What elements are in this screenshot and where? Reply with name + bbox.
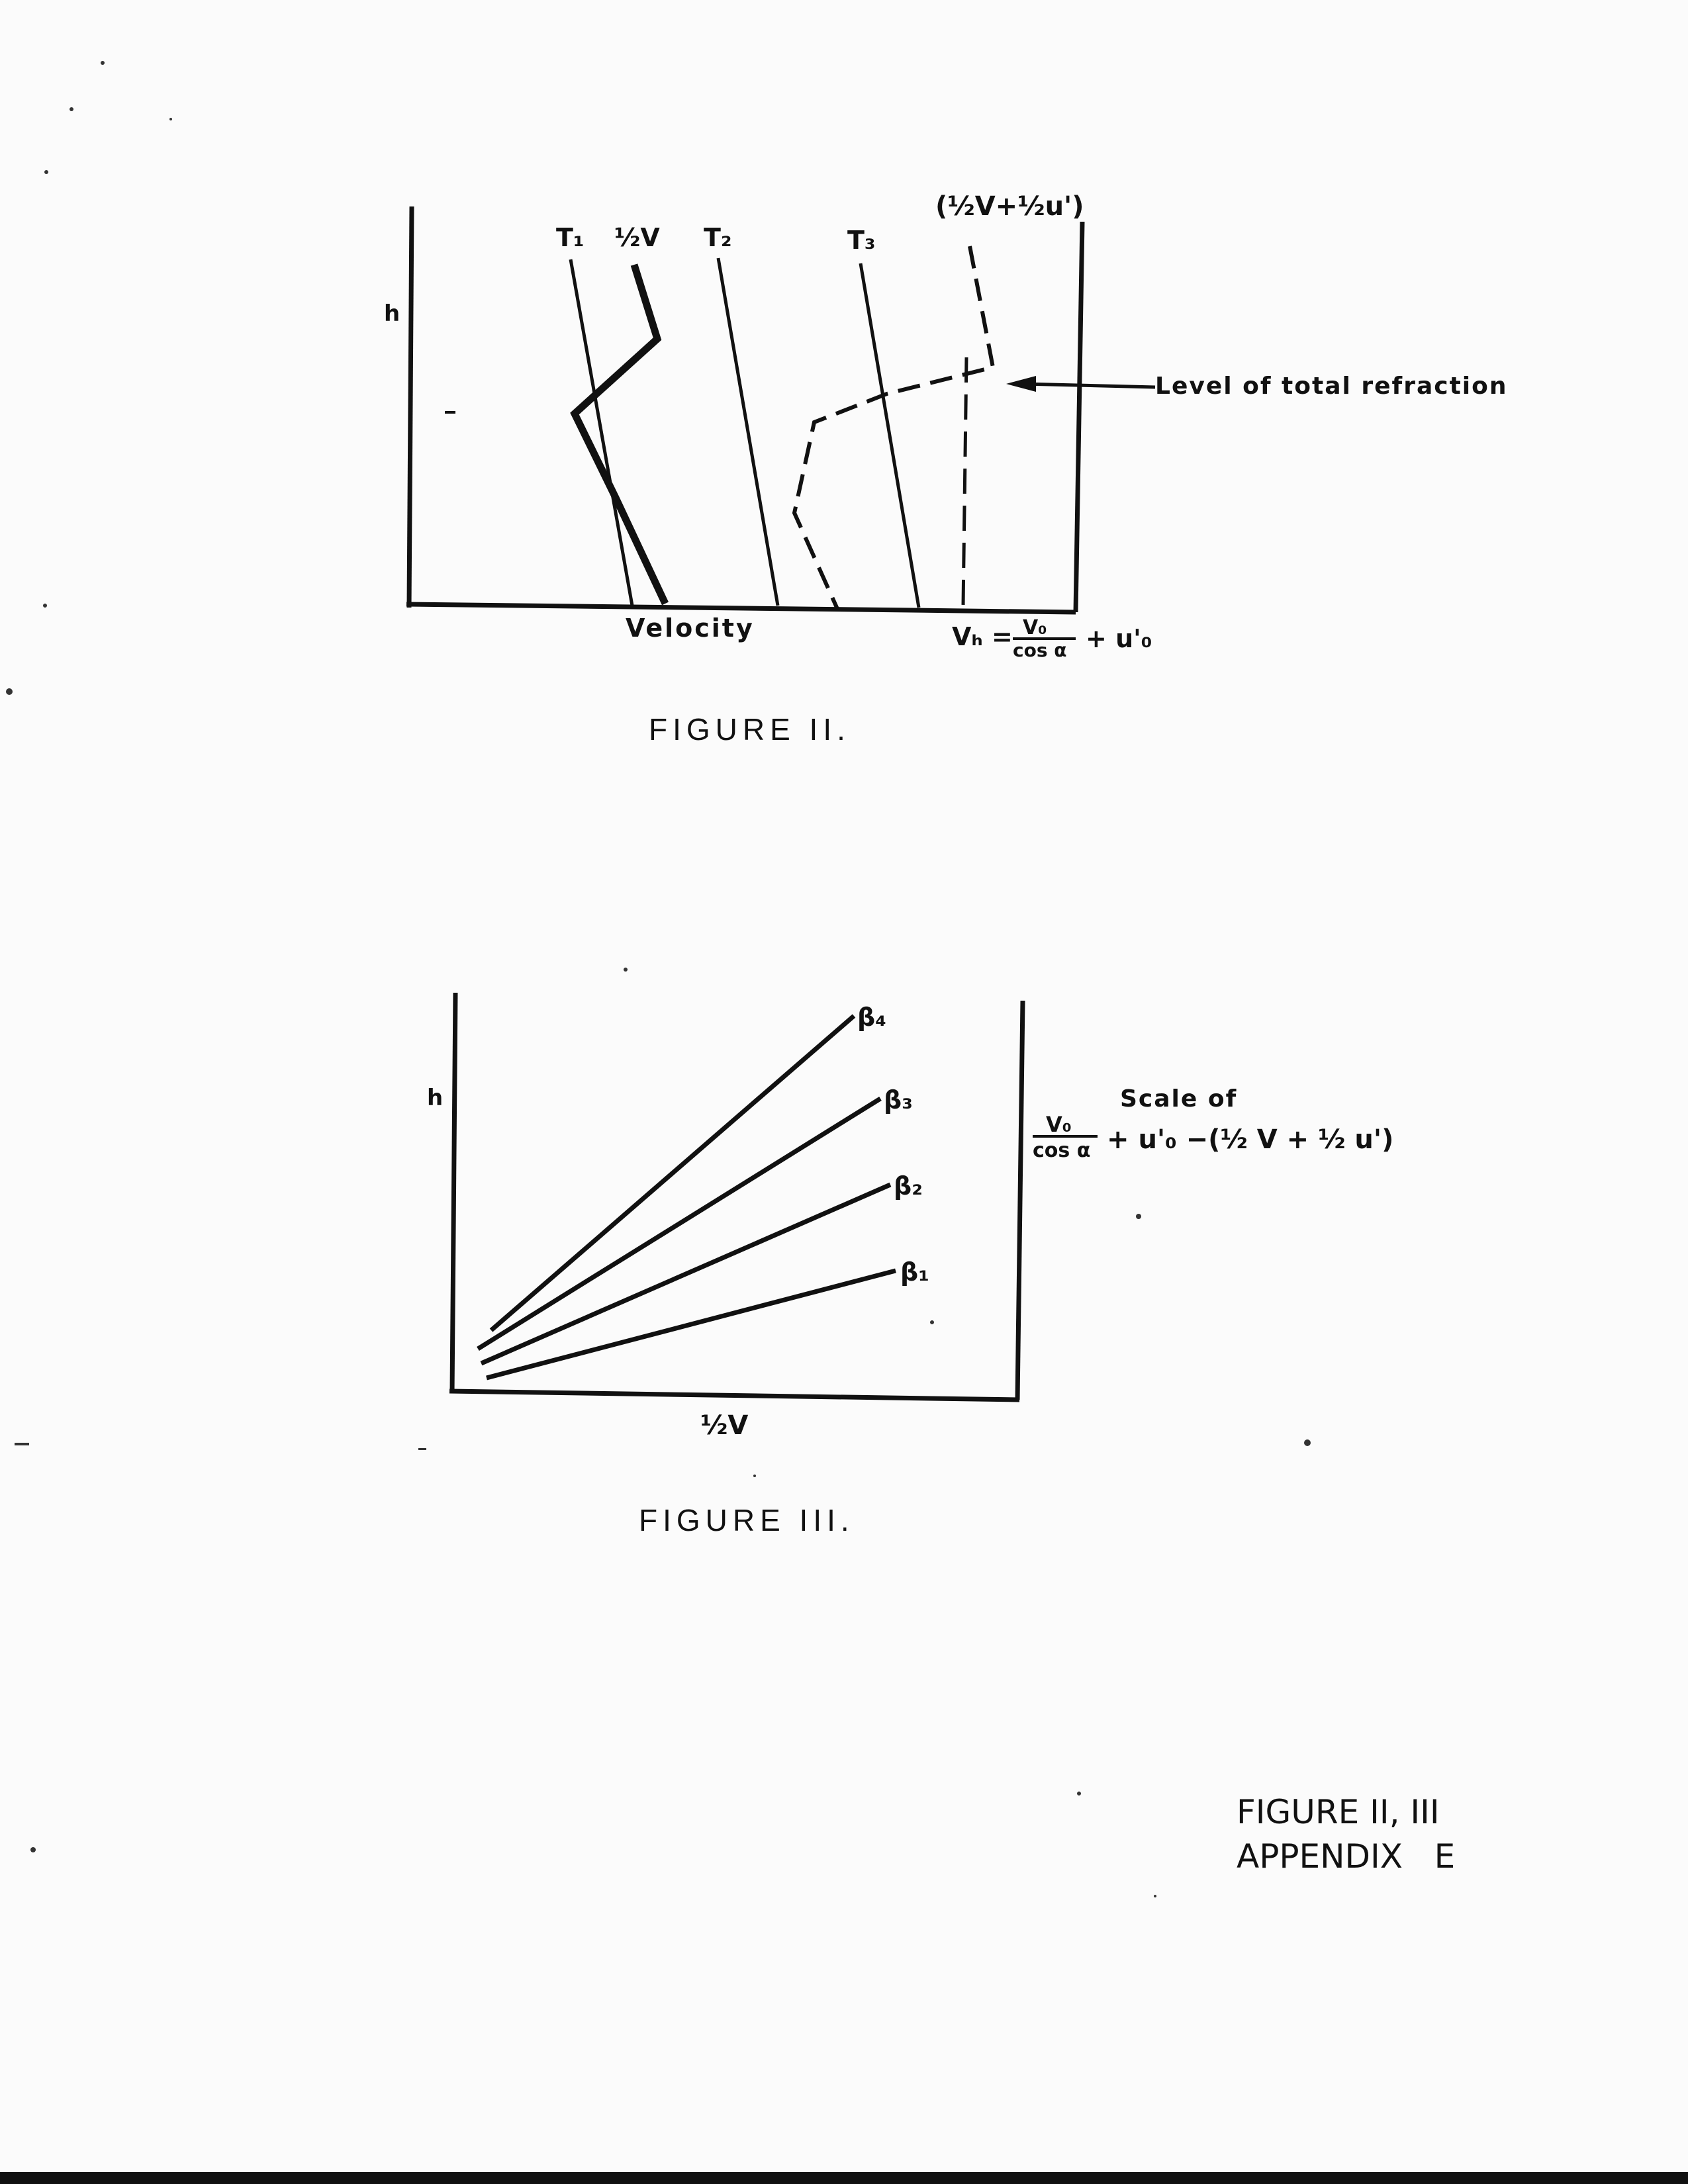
scale-formula [1033, 1085, 1393, 1162]
footer-appendix: APPENDIX E [1237, 1837, 1456, 1876]
scale-title: Scale of [1120, 1085, 1238, 1113]
vh-formula [952, 616, 1152, 661]
t1-label: T₁ [556, 223, 585, 252]
beta1-line [487, 1271, 896, 1378]
fig3-y-axis [452, 993, 455, 1393]
vh-formula-denominator: cos α [1013, 639, 1067, 661]
figure-2 [384, 191, 1507, 747]
fig2-x-label: Velocity [626, 614, 755, 643]
beta1-label: β₁ [900, 1257, 929, 1287]
fig2-y-axis [409, 206, 412, 608]
combined-label: (½V+½u') [935, 191, 1084, 222]
vh-line [963, 357, 966, 606]
vh-formula-lhs: Vₕ = [952, 622, 1013, 651]
beta4-line [491, 1016, 854, 1330]
fig2-caption: FIGURE II. [649, 712, 851, 747]
t3-label: T₃ [847, 226, 876, 255]
figure-3 [427, 993, 1393, 1537]
fig3-caption: FIGURE III. [639, 1503, 855, 1537]
half-v-curve [575, 265, 665, 604]
fig3-y-label: h [427, 1085, 444, 1111]
refraction-arrowhead [1006, 376, 1036, 392]
appendix-footer [1237, 1793, 1455, 1876]
refraction-annotation: Level of total refraction [1155, 373, 1508, 400]
fig2-x-axis [406, 604, 1076, 612]
half-v-label: ½V [614, 223, 660, 252]
beta2-line [481, 1185, 890, 1363]
vh-formula-tail: + u'₀ [1086, 624, 1152, 653]
fig3-x-label: ½V [700, 1410, 749, 1441]
fig2-y-label: h [384, 300, 400, 327]
t2-label: T₂ [704, 223, 732, 252]
t2-line [718, 258, 778, 606]
scale-denominator: cos α [1033, 1139, 1091, 1162]
beta3-line [478, 1099, 880, 1349]
scan-bottom-border [0, 2172, 1688, 2184]
refraction-arrow [1023, 384, 1155, 387]
t3-line [861, 263, 919, 608]
scale-numerator: V₀ [1046, 1112, 1072, 1137]
fig3-right-border [1017, 1001, 1023, 1400]
vh-formula-numerator: V₀ [1023, 616, 1047, 639]
beta4-label: β₄ [857, 1003, 886, 1032]
fig3-x-axis [449, 1391, 1019, 1400]
fig2-right-border [1076, 222, 1082, 612]
scale-tail: + u'₀ −(½ V + ½ u') [1107, 1124, 1394, 1155]
footer-figure-ref: FIGURE II, III [1237, 1793, 1440, 1831]
beta3-label: β₃ [884, 1085, 913, 1115]
beta2-label: β₂ [894, 1171, 923, 1201]
